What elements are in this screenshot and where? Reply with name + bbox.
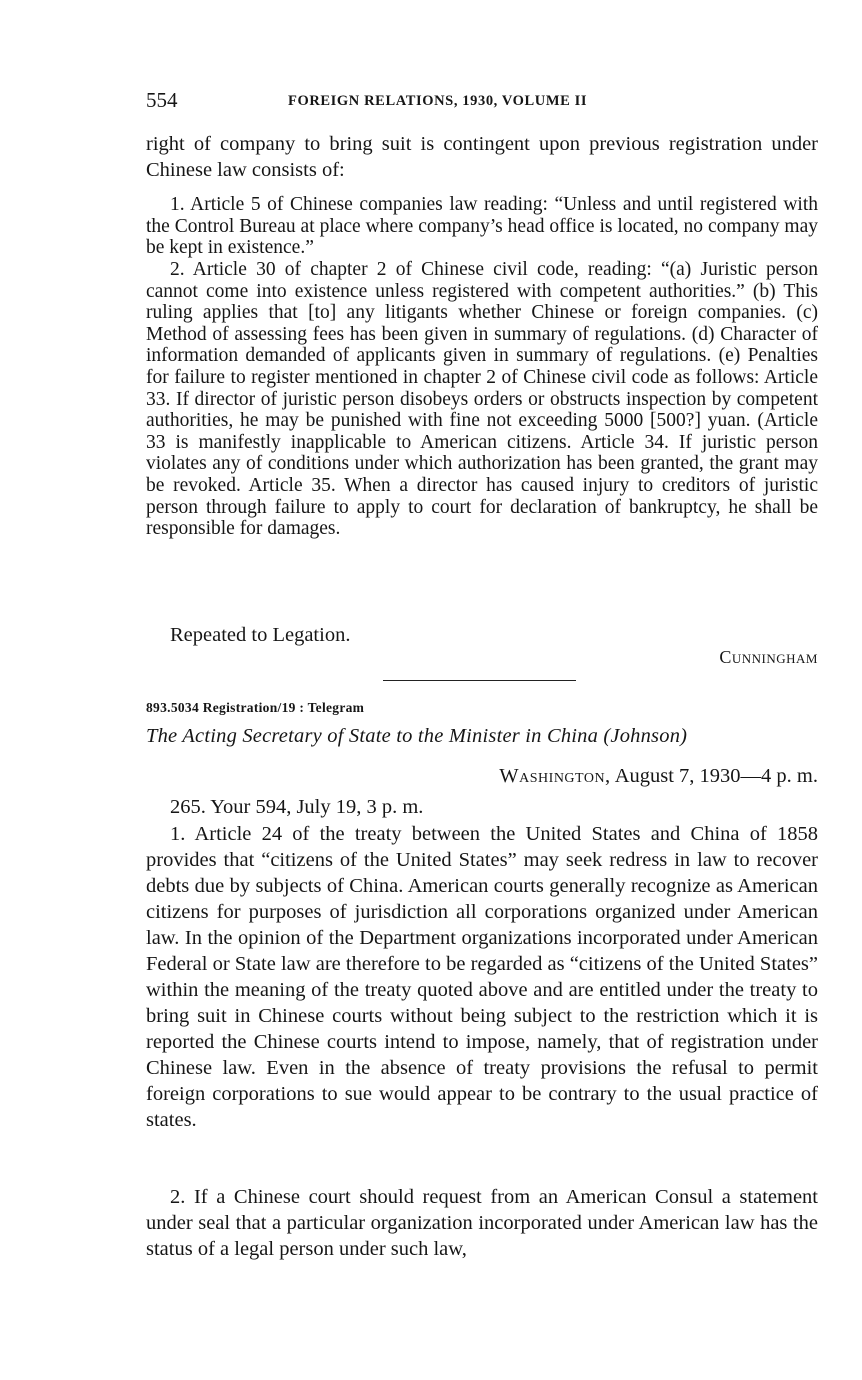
page-number: 554 xyxy=(146,88,178,112)
file-reference: 893.5034 Registration/19 : Telegram xyxy=(146,700,365,715)
signature-cunningham: Cunningham xyxy=(719,647,818,667)
running-title: FOREIGN RELATIONS, 1930, VOLUME II xyxy=(288,93,588,109)
telegram-paragraph-2: 2. If a Chinese court should request from an American Consul a statement under seal that a particular organization incorporated under American law has the status of a legal person under such law, xyxy=(146,1186,818,1260)
page-header xyxy=(146,88,818,116)
list-item-article-5: 1. Article 5 of Chinese companies law reading: “Unless and until registered with the Control Bureau at place where company’s head office is located, no company may be kept in existence.” xyxy=(146,194,818,259)
telegram-paragraph-1: 1. Article 24 of the treaty between the United States and China of 1858 provides that “citizens of the United States” may seek redress in law to recover debts due by subjects of China. American courts generally recognize as American citizens for purposes of jurisdiction all corporations organized under American law. In the opinion of the Department organizations incorporated under American Federal or State law are therefore to be regarded as “citizens of the United States” within the meaning of the treaty quoted above and are entitled under the treaty to bring suit in Chinese courts without being subject to the restriction which it is reported the Chinese courts intend to impose, namely, that of registration under Chinese law. Even in the absence of treaty provisions the refusal to permit foreign corporations to sue would appear to be contrary to the usual practice of states. xyxy=(146,823,818,1131)
telegram-opening: 265. Your 594, July 19, 3 p. m. xyxy=(170,796,424,818)
list-item-article-30: 2. Article 30 of chapter 2 of Chinese civil code, reading: “(a) Juristic person cannot come into existence unless registered with competent authorities.” (b) This ruling applies that [to] any litigants whether Chinese or foreign companies. (c) Method of assessing fees has been given in summary of regulations. (d) Character of information demanded of applicants given in summary of regulations. (e) Penalties for failure to register mentioned in chapter 2 of Chinese civil code as follows: Article 33. If director of juristic person disobeys orders or obstructs inspection by competent authorities, he may be punished with fine not exceeding 5000 [500?] yuan. (Article 33 is manifestly inapplicable to American citizens. Article 34. If juristic person violates any of conditions under which authorization has been granted, the grant may be revoked. Article 35. When a director has caused injury to creditors of juristic person through failure to apply to court for declaration of bankruptcy, he shall be responsible for damages. xyxy=(146,259,818,540)
dateline-date: August 7, 1930—4 p. m. xyxy=(614,765,818,787)
section-divider xyxy=(383,680,576,681)
document-heading: The Acting Secretary of State to the Minister in China (Johnson) xyxy=(146,725,688,747)
repeated-to-legation: Repeated to Legation. xyxy=(170,624,351,646)
dateline xyxy=(499,765,818,788)
continuation-paragraph: right of company to bring suit is contingent upon previous registration under Chinese law consists of: xyxy=(146,133,818,181)
dateline-place: Washington, xyxy=(499,765,611,787)
